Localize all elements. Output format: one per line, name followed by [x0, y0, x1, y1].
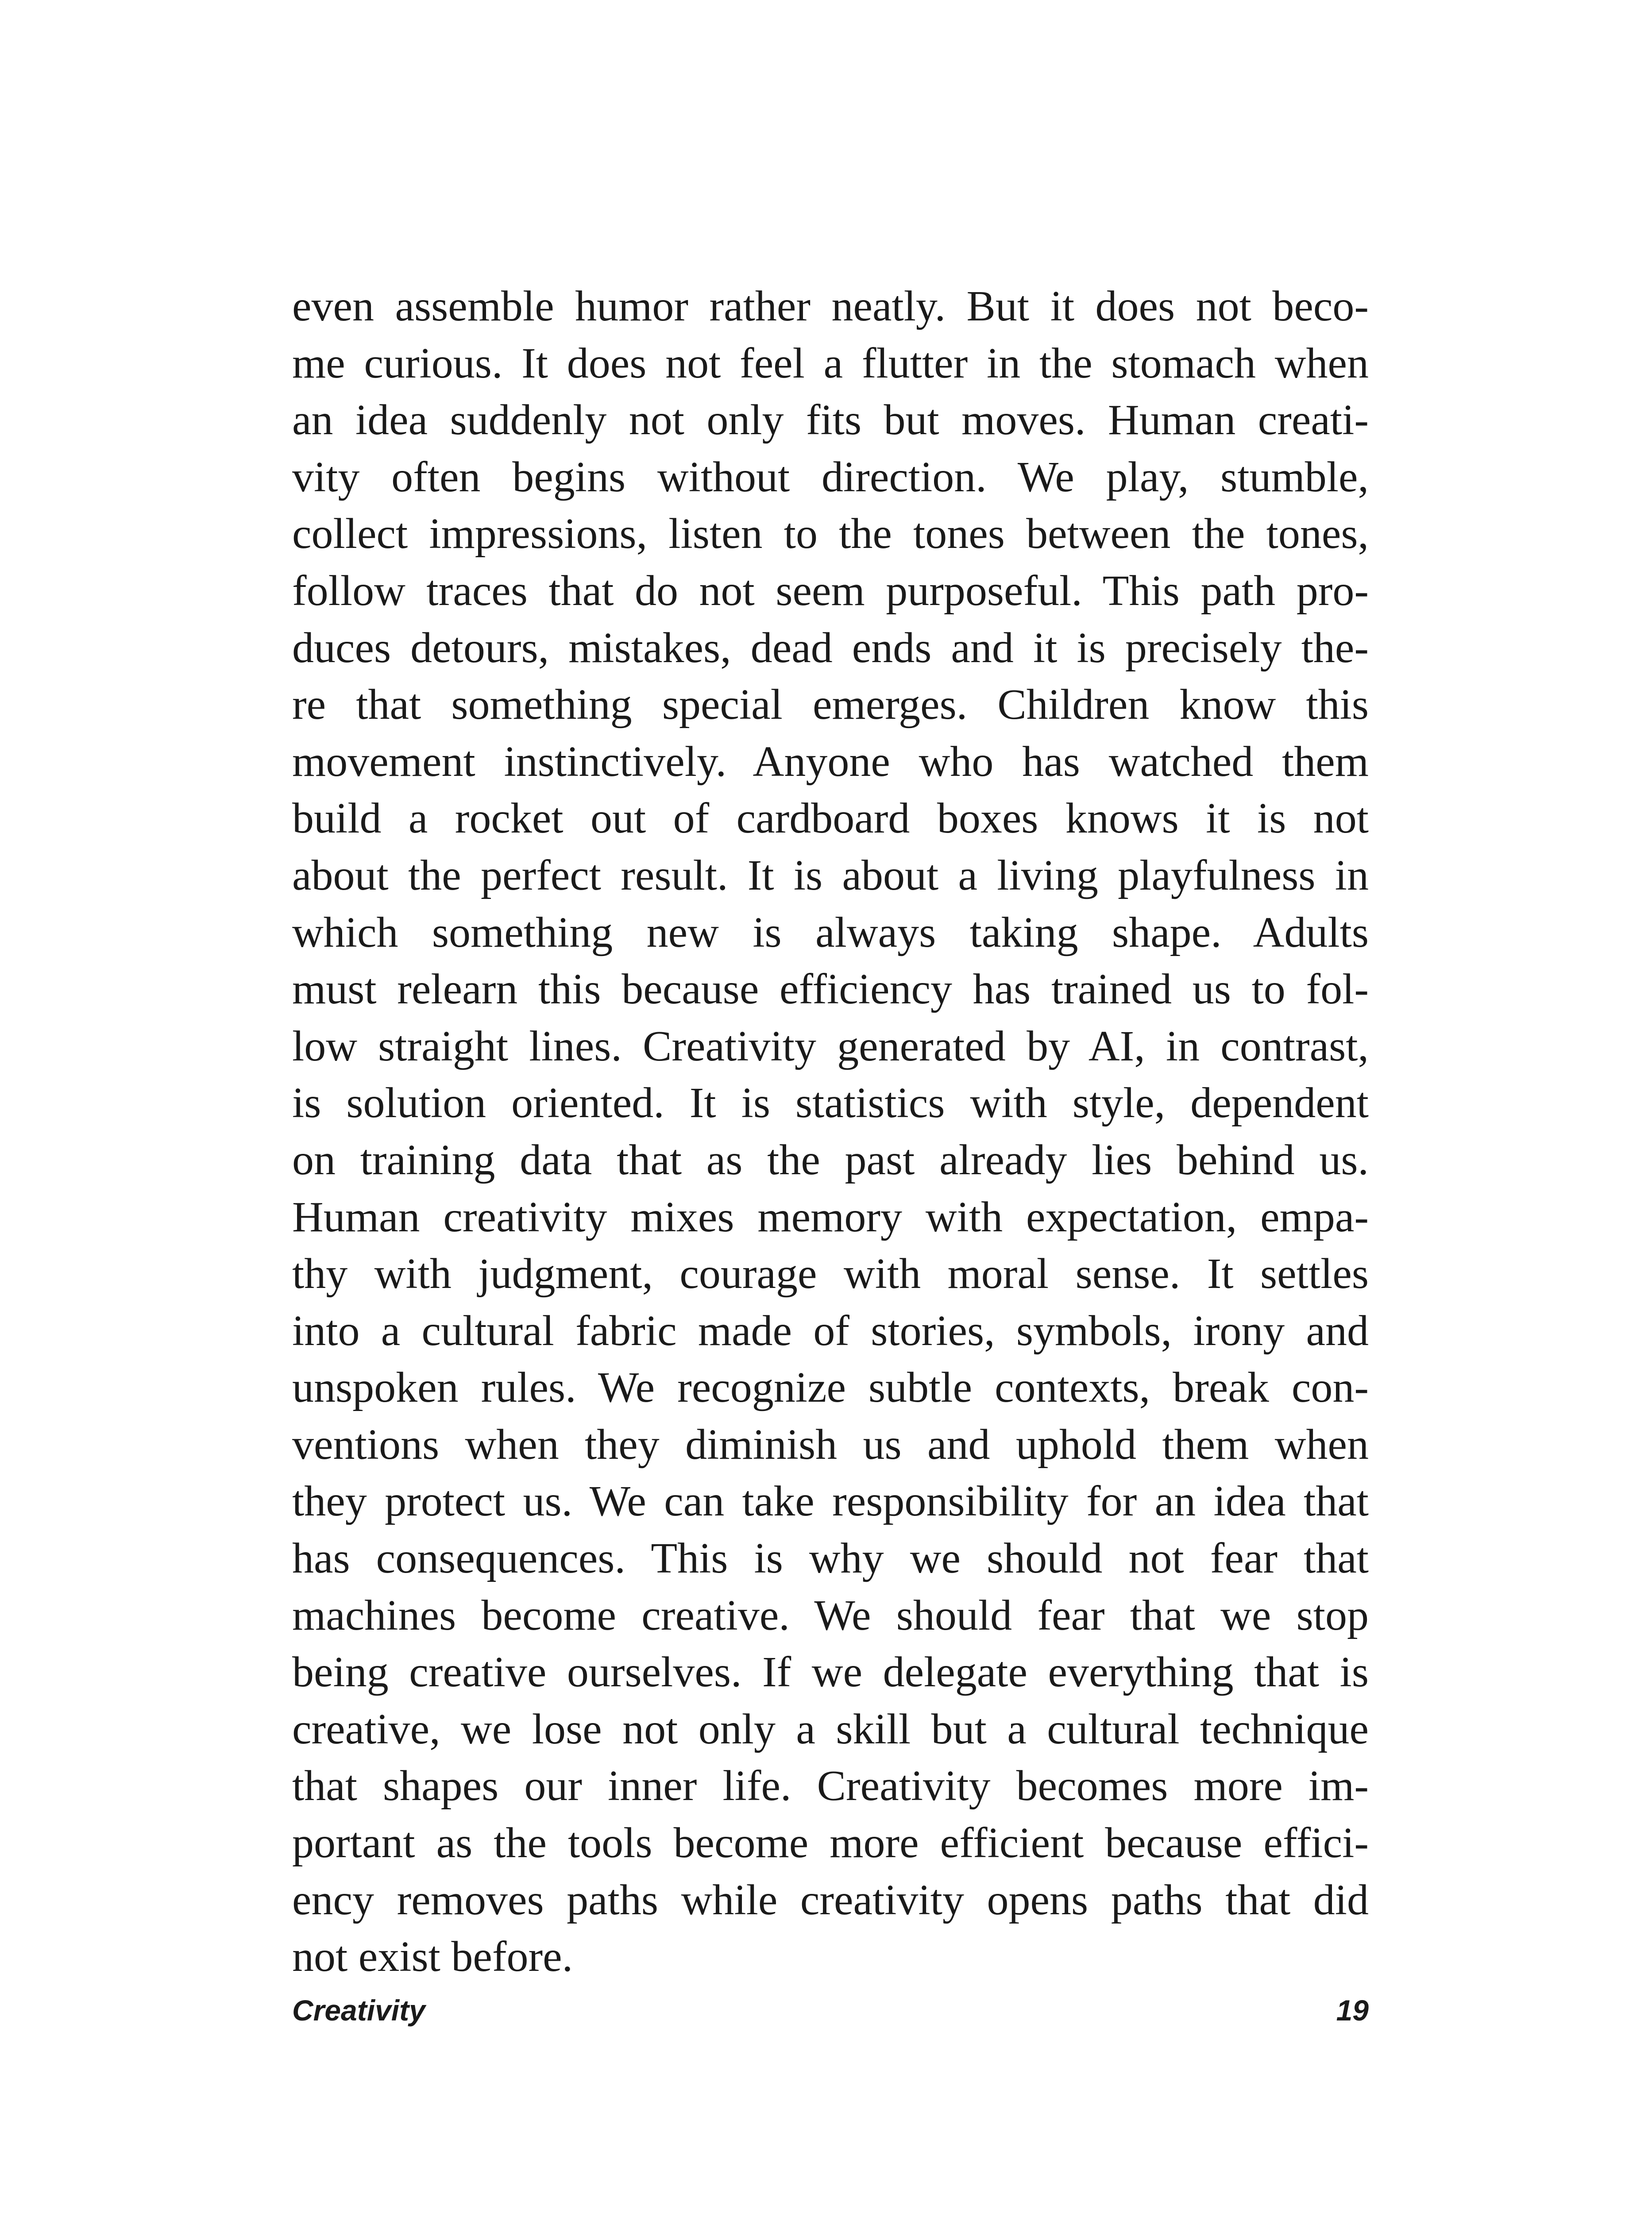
text-line: about the perfect result. It is about a living playfulness in: [292, 851, 1369, 899]
text-line: even assemble humor rather neatly. But it does not beco-: [292, 282, 1369, 330]
text-line: Human creativity mixes memory with expectation, empa-: [292, 1193, 1369, 1241]
text-line: on training data that as the past already lies behind us.: [292, 1136, 1369, 1184]
text-line: build a rocket out of cardboard boxes knows it is not: [292, 794, 1369, 843]
text-line: duces detours, mistakes, dead ends and it is precisely the-: [292, 624, 1369, 672]
text-line: they protect us. We can take responsibility for an idea that: [292, 1477, 1369, 1526]
text-line: re that something special emerges. Children know this: [292, 681, 1369, 729]
text-line: ventions when they diminish us and uphold them when: [292, 1420, 1369, 1469]
text-line: collect impressions, listen to the tones between the tones,: [292, 510, 1369, 558]
text-line: has consequences. This is why we should not fear that: [292, 1534, 1369, 1583]
text-line: portant as the tools become more efficient because effici-: [292, 1819, 1369, 1867]
text-line: that shapes our inner life. Creativity becomes more im-: [292, 1762, 1369, 1810]
text-line: follow traces that do not seem purposeful. This path pro-: [292, 567, 1369, 615]
text-line: ency removes paths while creativity opens paths that did: [292, 1876, 1369, 1924]
text-line: vity often begins without direction. We play, stumble,: [292, 453, 1369, 501]
text-line: unspoken rules. We recognize subtle contexts, break con-: [292, 1364, 1369, 1412]
text-line: must relearn this because efficiency has trained us to fol-: [292, 965, 1369, 1014]
text-line: being creative ourselves. If we delegate everything that is: [292, 1648, 1369, 1696]
text-line: movement instinctively. Anyone who has watched them: [292, 737, 1369, 786]
text-line: me curious. It does not feel a flutter in the stomach when: [292, 339, 1369, 387]
text-line: low straight lines. Creativity generated by AI, in contrast,: [292, 1022, 1369, 1070]
text-line: thy with judgment, courage with moral sense. It settles: [292, 1250, 1369, 1298]
text-line: an idea suddenly not only fits but moves. Human creati-: [292, 396, 1369, 444]
text-line: which something new is always taking shape. Adults: [292, 908, 1369, 956]
text-line: into a cultural fabric made of stories, symbols, irony and: [292, 1307, 1369, 1355]
text-line: creative, we lose not only a skill but a cultural technique: [292, 1705, 1369, 1753]
page-number: 19: [1336, 1994, 1369, 2027]
text-line: machines become creative. We should fear that we stop: [292, 1591, 1369, 1639]
text-line: not exist before.: [292, 1933, 573, 1981]
body-text: [292, 278, 1369, 1986]
running-footer-title: Creativity: [292, 1994, 425, 2027]
text-line: is solution oriented. It is statistics with style, dependent: [292, 1079, 1369, 1127]
